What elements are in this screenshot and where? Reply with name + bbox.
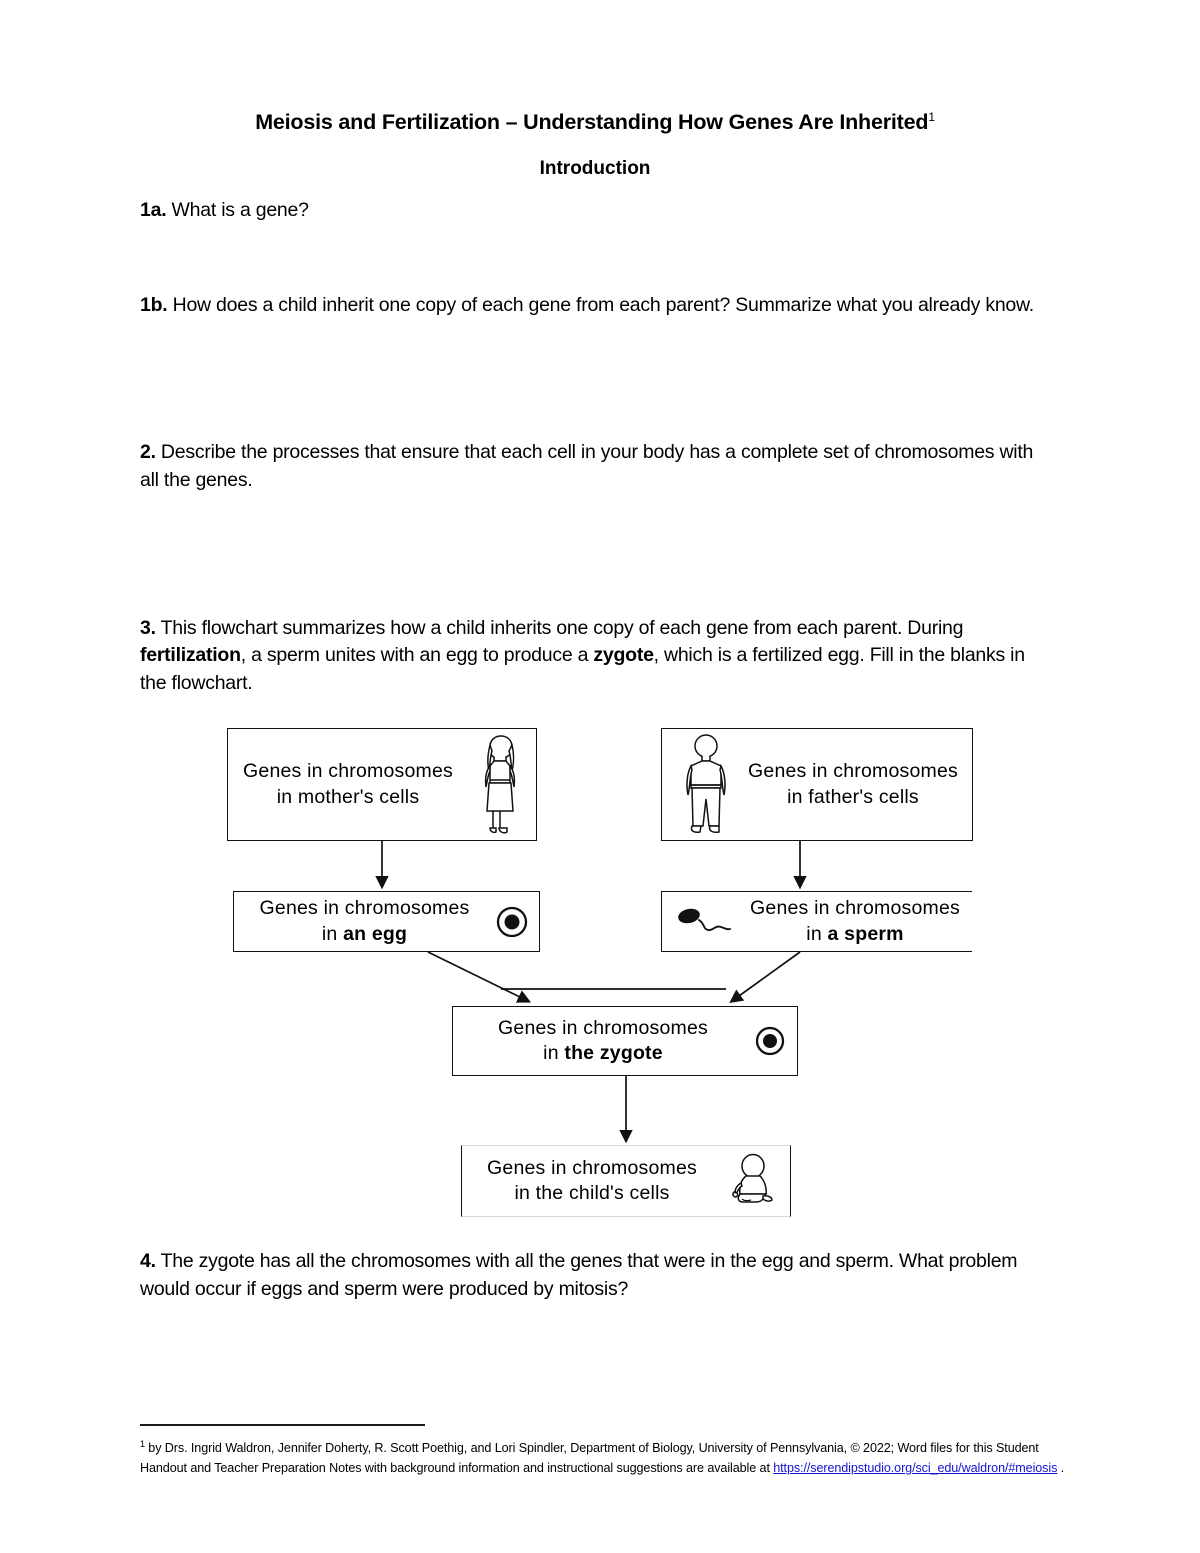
box-mother-line2: in mother's cells — [276, 785, 420, 808]
arrow-egg-to-zygote — [428, 952, 528, 1001]
flowchart-box-egg — [233, 891, 540, 952]
footnote-text-before-link: by Drs. Ingrid Waldron, Jennifer Doherty, R. Scott Poethig, and Lori Spindler, Department of Biology, University of Pennsylvania, © 2022; Word files for this Student Handout and Teacher Preparation Notes with background information and instructional suggestions are available at — [140, 1441, 1039, 1476]
flowchart-box-child — [461, 1145, 791, 1217]
box-egg-line1: Genes in chromosomes — [259, 897, 470, 920]
box-sperm-label — [738, 896, 972, 947]
man-figure-icon — [676, 733, 734, 837]
woman-figure-icon — [468, 733, 526, 837]
question-1b — [140, 292, 1050, 320]
inheritance-flowchart — [0, 714, 1200, 1234]
baby-figure-icon — [722, 1153, 780, 1209]
question-4-text: The zygote has all the chromosomes with all the genes that were in the egg and sperm. What problem would occur if eggs and sperm were produced by mitosis? — [140, 1250, 1018, 1300]
question-3-text-part2: , a sperm unites with an egg to produce a — [240, 644, 594, 667]
box-egg-label — [234, 896, 495, 947]
box-zygote-line1: Genes in chromosomes — [498, 1016, 708, 1039]
footnote — [140, 1438, 1075, 1479]
footnote-text-after-link: . — [1057, 1461, 1065, 1476]
question-1a-number: 1a. — [140, 199, 167, 222]
box-child-label — [462, 1156, 722, 1207]
box-mother-label — [228, 759, 468, 810]
question-3-text-part3: , which is a fertilized egg. Fill in the blanks in the flowchart. — [140, 644, 1025, 695]
arrow-sperm-to-zygote — [732, 952, 800, 1001]
document-body — [140, 108, 1050, 698]
box-sperm-line1: Genes in chromosomes — [750, 897, 960, 920]
footnote-separator — [140, 1424, 425, 1426]
box-father-line2: in father's cells — [787, 785, 919, 808]
page-title-text: Meiosis and Fertilization – Understanding How Genes Are Inherited — [255, 110, 929, 134]
question-2 — [140, 439, 1050, 494]
sperm-cell-icon — [676, 903, 738, 941]
flowchart-box-mother — [227, 728, 537, 841]
box-egg-blank-answer: an egg — [343, 922, 408, 945]
egg-cell-icon — [495, 905, 529, 939]
question-2-text: Describe the processes that ensure that each cell in your body has a complete set of chromosomes with all the genes. — [140, 441, 1034, 492]
section-heading-introduction: Introduction — [539, 158, 651, 180]
box-father-label — [734, 759, 972, 810]
box-sperm-blank-answer: a sperm — [827, 922, 904, 945]
question-4-number: 4. — [140, 1250, 156, 1272]
box-mother-line1: Genes in chromosomes — [243, 760, 453, 783]
question-3 — [140, 615, 1050, 698]
question-4 — [140, 1248, 1050, 1303]
box-zygote-blank-answer: the zygote — [564, 1042, 663, 1064]
question-1b-text: How does a child inherit one copy of each gene from each parent? Summarize what you already know. — [167, 293, 1034, 316]
box-egg-line2-prefix: in — [321, 922, 344, 945]
footnote-link[interactable]: https://serendipstudio.org/sci_edu/waldron/#meiosis — [773, 1461, 1058, 1476]
flowchart-box-father — [661, 728, 973, 841]
question-1a-text: What is a gene? — [166, 199, 309, 222]
question-3-bold-zygote: zygote — [593, 644, 654, 667]
question-1b-number: 1b. — [140, 293, 168, 316]
page-title — [140, 108, 1050, 137]
title-footnote-marker: 1 — [928, 109, 935, 124]
footnote-marker: 1 — [140, 1438, 145, 1449]
zygote-cell-icon — [753, 1024, 787, 1058]
question-1a — [140, 197, 1050, 225]
flowchart-box-sperm — [661, 891, 972, 952]
box-father-line1: Genes in chromosomes — [748, 760, 958, 783]
box-sperm-line2-prefix: in — [806, 922, 828, 945]
box-child-line2: in the child's cells — [514, 1182, 670, 1204]
box-zygote-label — [453, 1016, 753, 1067]
flowchart-box-zygote — [452, 1006, 798, 1076]
question-3-text-part1: This flowchart summarizes how a child inherits one copy of each gene from each parent. During — [155, 616, 964, 639]
question-3-bold-fertilization: fertilization — [140, 644, 241, 667]
question-2-number: 2. — [140, 441, 156, 464]
box-child-line1: Genes in chromosomes — [487, 1156, 697, 1179]
question-3-number: 3. — [140, 616, 156, 639]
box-zygote-line2-prefix: in — [543, 1042, 565, 1064]
